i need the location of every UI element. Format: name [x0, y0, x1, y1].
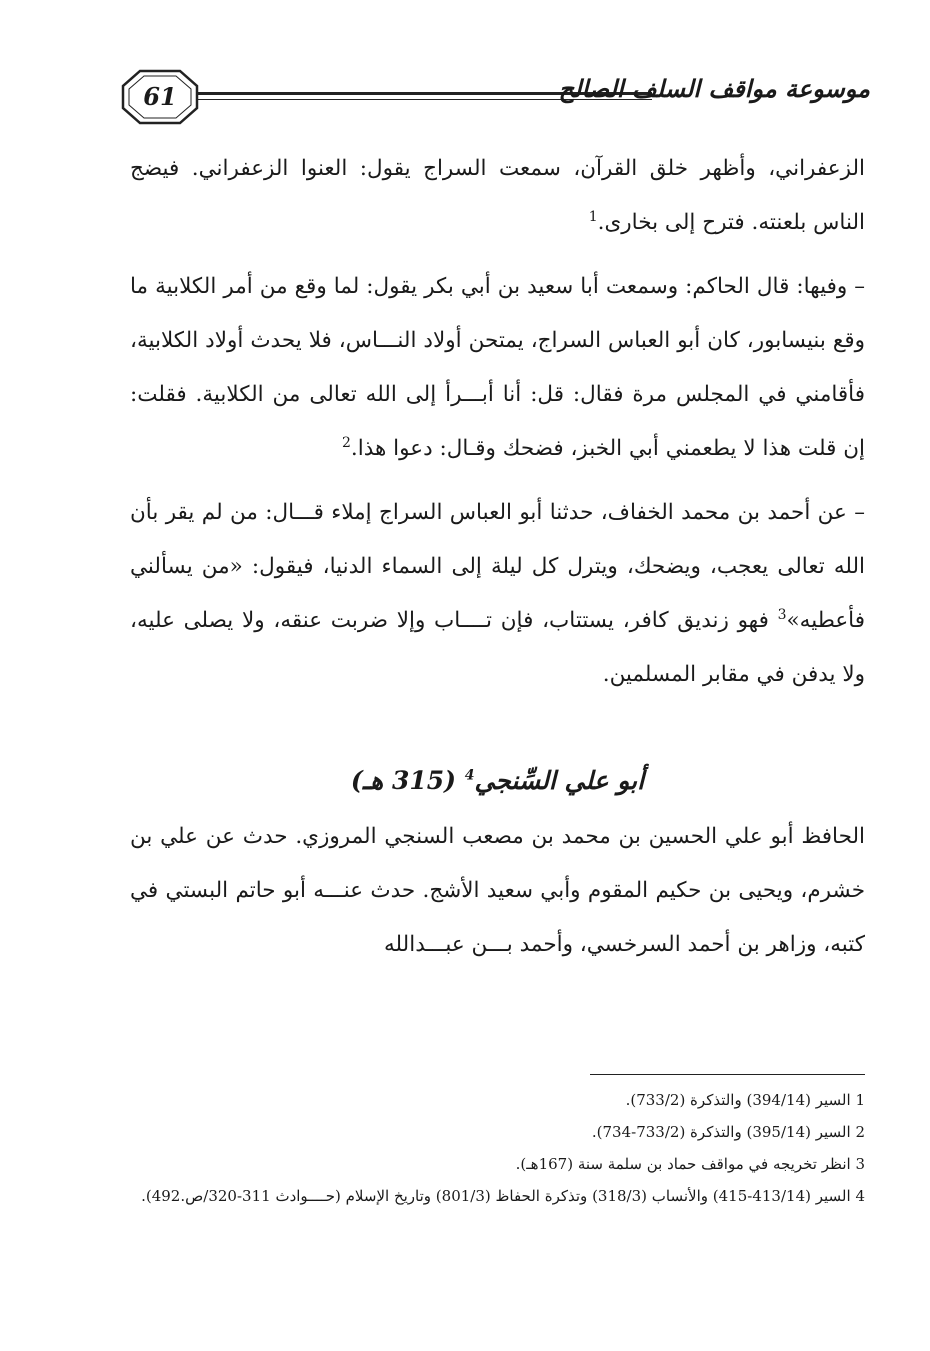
footnote-number: 2 — [855, 1123, 865, 1141]
footnote-number: 1 — [855, 1091, 865, 1109]
heading-name: أبو علي السِّنجي — [474, 766, 645, 795]
page-header — [120, 68, 870, 128]
footnote-1 — [130, 1084, 865, 1116]
footnotes — [130, 1084, 865, 1212]
paragraph-3-text-a: – عن أحمد بن محمد الخفاف، حدثنا أبو العباس السراج إملاء قـــال: من لم يقر بأن الله تعالى يعجب، ويضحك، ويترل كل ليلة إلى السماء الدنيا، فيقول: «من يسألني فأعطيه» — [130, 500, 865, 633]
footnote-separator — [590, 1074, 865, 1075]
paragraph-1 — [130, 142, 865, 250]
paragraph-2 — [130, 260, 865, 476]
paragraph-4-text: الحافظ أبو علي الحسين بن محمد بن مصعب السنجي المروزي. حدث عن علي بن خشرم، ويحيى بن حكيم المقوم وأبي سعيد الأشج. حدث عنـــه أبو حاتم البستي في كتبه، وزاهر بن أحمد السرخسي، وأحمد بـــن عبـــدالله — [130, 824, 865, 957]
footnote-text: السير (395/14) والتذكرة (733/2-734). — [591, 1123, 851, 1141]
footnote-text: السير (394/14) والتذكرة (733/2). — [625, 1091, 851, 1109]
footnote-4 — [130, 1180, 865, 1212]
main-text — [130, 142, 865, 972]
paragraph-3-text-b: فهو زنديق كافر، يستتاب، فإن تــــاب وإلا ضربت عنقه، ولا يصلى عليه، ولا يدفن في مقابر المسلمين. — [130, 608, 865, 687]
page-number: 61 — [143, 82, 177, 111]
paragraph-4 — [130, 810, 865, 972]
footnote-2 — [130, 1116, 865, 1148]
footnote-number: 4 — [855, 1187, 865, 1205]
footnote-3 — [130, 1148, 865, 1180]
footnote-ref-4: 4 — [464, 767, 475, 784]
footnote-ref-2: 2 — [341, 434, 351, 451]
heading-date: (315 هـ) — [350, 766, 456, 795]
footnote-ref-3: 3 — [777, 606, 787, 623]
page-number-badge — [120, 68, 200, 126]
section-heading — [130, 754, 865, 808]
footnote-ref-1: 1 — [588, 208, 598, 225]
paragraph-2-text: – وفيها: قال الحاكم: وسمعت أبا سعيد بن أبي بكر يقول: لما وقع من أمر الكلابية ما وقع بنيسابور، كان أبو العباس السراج، يمتحن أولاد النـــاس، فلا يحدث أولاد الكلابية، فأقامني في المجلس مرة فقال: قل: أنا أبـــرأ إلى الله تعالى من الكلابية. فقلت: إن قلت هذا لا يطعمني أبي الخبز، فضحك وقـال: دعوا هذا. — [130, 274, 865, 461]
footnote-text: انظر تخريجه في مواقف حماد بن سلمة سنة (167هـ). — [515, 1155, 851, 1173]
footnote-text: السير (413/14-415) والأنساب (318/3) وتذكرة الحفاظ (801/3) وتاريخ الإسلام (حــــوادث 311-320/ص.492). — [141, 1187, 851, 1205]
footnote-number: 3 — [855, 1155, 865, 1173]
running-title: موسوعة مواقف السلف الصالح — [558, 74, 870, 103]
paragraph-3 — [130, 486, 865, 702]
paragraph-1-text: الزعفراني، وأظهر خلق القرآن، سمعت السراج يقول: العنوا الزعفراني. فيضج الناس بلعنته. فترح إلى بخارى. — [130, 156, 865, 235]
